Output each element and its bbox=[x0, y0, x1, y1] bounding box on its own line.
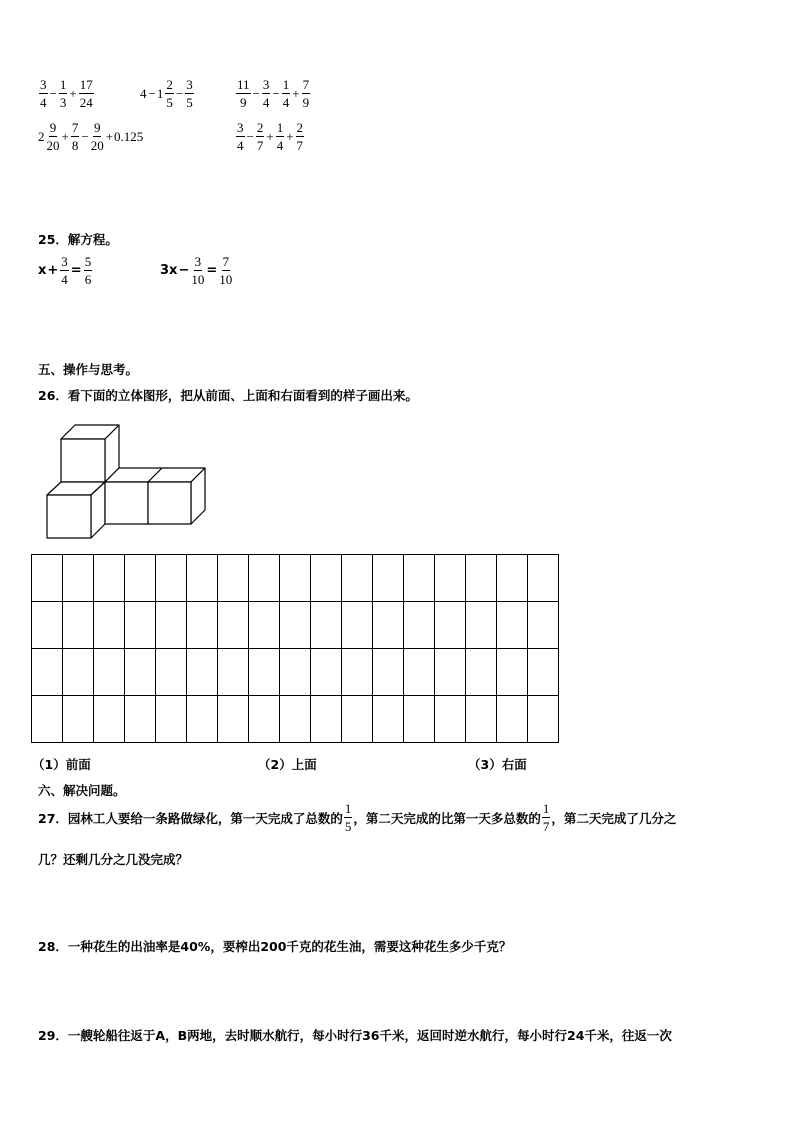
q26-title: 26．看下面的立体图形，把从前面、上面和右面看到的样子画出来。 bbox=[38, 388, 418, 403]
cube-mid-front bbox=[105, 482, 148, 524]
q25-title: 25．解方程。 bbox=[38, 232, 118, 247]
grid-row bbox=[32, 649, 559, 696]
grid-cell[interactable] bbox=[435, 696, 466, 743]
fraction: $\frac{1}{4}$ bbox=[276, 120, 284, 153]
grid-cell[interactable] bbox=[280, 555, 311, 602]
label-top: （2）上面 bbox=[258, 757, 317, 772]
calc-expression-4: 2 $\frac{9}{20}$ + $\frac{7}{8}$ − $\frac{9}{20}$ + 0.125 bbox=[38, 120, 144, 153]
grid-cell[interactable] bbox=[528, 696, 559, 743]
section-5-heading: 五、操作与思考。 bbox=[38, 362, 139, 377]
grid-row bbox=[32, 696, 559, 743]
fraction: $\frac{1}{5}$ bbox=[344, 801, 352, 834]
calc-expression-3: $\frac{11}{9}$ − $\frac{3}{4}$ − $\frac{1}{4}$ + $\frac{7}{9}$ bbox=[237, 77, 310, 110]
fraction: $\frac{3}{4}$ bbox=[40, 77, 47, 110]
grid-cell[interactable] bbox=[94, 649, 125, 696]
grid-cell[interactable] bbox=[32, 696, 63, 743]
section-6-heading: 六、解决问题。 bbox=[38, 783, 126, 798]
grid-cell[interactable] bbox=[311, 602, 342, 649]
grid-cell[interactable] bbox=[342, 696, 373, 743]
grid-cell[interactable] bbox=[187, 602, 218, 649]
fraction: $\frac{11}{9}$ bbox=[237, 77, 250, 110]
calc-expression-5: $\frac{3}{4}$ − $\frac{2}{7}$ + $\frac{1}{4}$ + $\frac{2}{7}$ bbox=[237, 120, 304, 153]
grid-cell[interactable] bbox=[373, 696, 404, 743]
grid-cell[interactable] bbox=[435, 649, 466, 696]
fraction: $\frac{1}{3}$ bbox=[59, 77, 67, 110]
grid-cell[interactable] bbox=[218, 696, 249, 743]
grid-cell[interactable] bbox=[342, 555, 373, 602]
grid-cell[interactable] bbox=[249, 696, 280, 743]
grid-cell[interactable] bbox=[342, 602, 373, 649]
cube-right-front bbox=[148, 482, 191, 524]
grid-cell[interactable] bbox=[63, 649, 94, 696]
label-front: （1）前面 bbox=[32, 757, 91, 772]
grid-cell[interactable] bbox=[497, 649, 528, 696]
fraction: $\frac{3}{4}$ bbox=[237, 120, 244, 153]
grid-row bbox=[32, 602, 559, 649]
fraction: $\frac{3}{5}$ bbox=[186, 77, 193, 110]
grid-cell[interactable] bbox=[94, 696, 125, 743]
grid-cell[interactable] bbox=[187, 649, 218, 696]
grid-cell[interactable] bbox=[404, 602, 435, 649]
fraction: $\frac{17}{24}$ bbox=[79, 77, 93, 110]
fraction: $\frac{2}{7}$ bbox=[256, 120, 264, 153]
grid-row bbox=[32, 555, 559, 602]
grid-cell[interactable] bbox=[218, 602, 249, 649]
grid-cell[interactable] bbox=[528, 602, 559, 649]
grid-cell[interactable] bbox=[156, 555, 187, 602]
grid-cell[interactable] bbox=[63, 555, 94, 602]
grid-cell[interactable] bbox=[125, 555, 156, 602]
cube-figure bbox=[44, 422, 209, 542]
grid-cell[interactable] bbox=[435, 555, 466, 602]
grid-cell[interactable] bbox=[156, 649, 187, 696]
grid-cell[interactable] bbox=[311, 696, 342, 743]
fraction: $\frac{2}{5}$ bbox=[166, 77, 173, 110]
calc-expression-2: 4 − 1 $\frac{2}{5}$ − $\frac{3}{5}$ bbox=[140, 77, 193, 110]
grid-cell[interactable] bbox=[156, 602, 187, 649]
grid-cell[interactable] bbox=[218, 649, 249, 696]
grid-cell[interactable] bbox=[466, 602, 497, 649]
grid-cell[interactable] bbox=[218, 555, 249, 602]
fraction: $\frac{5}{6}$ bbox=[84, 254, 92, 287]
fraction: $\frac{3}{4}$ bbox=[61, 254, 68, 287]
grid-cell[interactable] bbox=[497, 602, 528, 649]
grid-cell[interactable] bbox=[94, 555, 125, 602]
fraction: $\frac{7}{9}$ bbox=[302, 77, 310, 110]
grid-cell[interactable] bbox=[311, 649, 342, 696]
cube-top-front bbox=[61, 439, 105, 482]
grid-cell[interactable] bbox=[249, 555, 280, 602]
grid-cell[interactable] bbox=[311, 555, 342, 602]
grid-cell[interactable] bbox=[373, 602, 404, 649]
grid-cell[interactable] bbox=[32, 649, 63, 696]
fraction: $\frac{3}{4}$ bbox=[262, 77, 270, 110]
grid-cell[interactable] bbox=[280, 602, 311, 649]
fraction: $\frac{7}{10}$ bbox=[219, 254, 233, 287]
grid-cell[interactable] bbox=[435, 602, 466, 649]
label-right: （3）右面 bbox=[468, 757, 527, 772]
grid-cell[interactable] bbox=[32, 602, 63, 649]
grid-cell[interactable] bbox=[466, 696, 497, 743]
calc-expression-1: $\frac{3}{4}$ − $\frac{1}{3}$ + $\frac{17}{24}$ bbox=[40, 77, 93, 110]
q25-equation-2: 3x − $\frac{3}{10}$ = $\frac{7}{10}$ bbox=[160, 254, 233, 287]
grid-cell[interactable] bbox=[342, 649, 373, 696]
grid-cell[interactable] bbox=[404, 555, 435, 602]
grid-cell[interactable] bbox=[63, 696, 94, 743]
grid-cell[interactable] bbox=[373, 555, 404, 602]
grid-cell[interactable] bbox=[497, 696, 528, 743]
q28-text: 28．一种花生的出油率是40%，要榨出200千克的花生油，需要这种花生多少千克？ bbox=[38, 939, 512, 954]
fraction: $\frac{7}{8}$ bbox=[71, 120, 79, 153]
grid-cell[interactable] bbox=[249, 649, 280, 696]
fraction: $\frac{9}{20}$ bbox=[90, 120, 104, 153]
grid-cell[interactable] bbox=[125, 649, 156, 696]
grid-cell[interactable] bbox=[280, 649, 311, 696]
grid-cell[interactable] bbox=[528, 649, 559, 696]
grid-cell[interactable] bbox=[404, 649, 435, 696]
grid-cell[interactable] bbox=[466, 555, 497, 602]
fraction: $\frac{1}{4}$ bbox=[282, 77, 290, 110]
q29-text: 29．一艘轮船往返于A，B两地，去时顺水航行，每小时行36千米，返回时逆水航行，每小时行24千米，往返一次 bbox=[38, 1028, 672, 1043]
grid-cell[interactable] bbox=[497, 555, 528, 602]
grid-cell[interactable] bbox=[125, 602, 156, 649]
fraction: $\frac{1}{7}$ bbox=[542, 801, 550, 834]
fraction: $\frac{2}{7}$ bbox=[296, 120, 304, 153]
cube-left-front bbox=[47, 495, 91, 538]
grid-cell[interactable] bbox=[466, 649, 497, 696]
grid-cell[interactable] bbox=[280, 696, 311, 743]
grid-cell[interactable] bbox=[94, 602, 125, 649]
grid-cell[interactable] bbox=[156, 696, 187, 743]
grid-cell[interactable] bbox=[125, 696, 156, 743]
grid-cell[interactable] bbox=[528, 555, 559, 602]
fraction: $\frac{9}{20}$ bbox=[46, 120, 60, 153]
drawing-grid[interactable] bbox=[31, 554, 559, 743]
grid-cell[interactable] bbox=[63, 602, 94, 649]
q27-line-2: 几？还剩几分之几没完成？ bbox=[38, 852, 189, 867]
grid-cell[interactable] bbox=[373, 649, 404, 696]
fraction: $\frac{3}{10}$ bbox=[191, 254, 205, 287]
grid-cell[interactable] bbox=[404, 696, 435, 743]
q25-equation-1: x + $\frac{3}{4}$ = $\frac{5}{6}$ bbox=[38, 254, 92, 287]
q27-line-1: 27．园林工人要给一条路做绿化，第一天完成了总数的 $\frac{1}{5}$ ，第二天完成的比第一天多总数的 $\frac{1}{7}$ ，第二天完成了几分之 bbox=[38, 801, 677, 834]
grid-cell[interactable] bbox=[249, 602, 280, 649]
grid-cell[interactable] bbox=[187, 696, 218, 743]
grid-cell[interactable] bbox=[187, 555, 218, 602]
grid-cell[interactable] bbox=[32, 555, 63, 602]
